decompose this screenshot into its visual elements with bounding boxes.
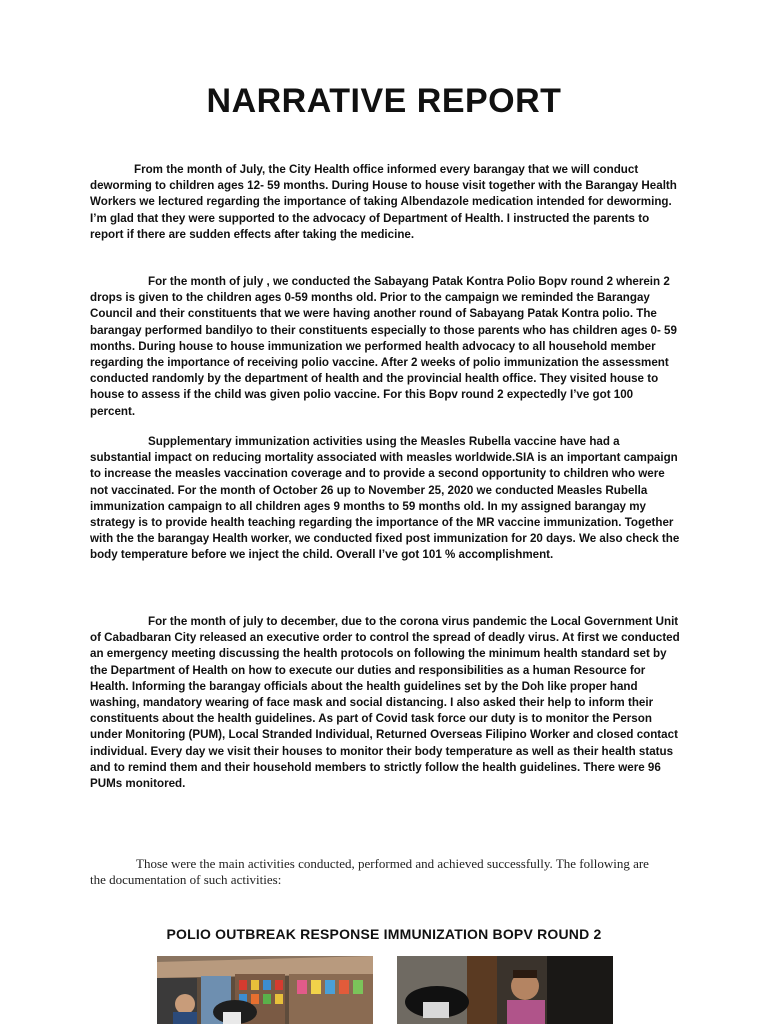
paragraph-measles-rubella — [90, 434, 680, 564]
photo-left-image — [157, 956, 373, 1024]
documentation-photo-left — [157, 956, 373, 1024]
paragraph-text: For the month of july , we conducted the Sabayang Patak Kontra Polio Bopv round 2 wherein 2 drops is given to the children ages 0-59 months old. Prior to the campaign we reminded the Barangay Council and their constituents that we were having another round of Sabayang Patak Kontra polio. The barangay performed bandilyo to their constituents especially to those parents who has children ages 0- 59 months. During house to house immunization we performed health advocacy to all household member regarding the importance of receiving polio vaccine. After 2 weeks of polio immunization the assessment conducted randomly by the department of health and the provincial health office. They visited house to house to assess if the child was given polio vaccine. For this Bopv round 2 expectedly I’ve got 100 percent. — [90, 275, 677, 418]
paragraph-text: Supplementary immunization activities using the Measles Rubella vaccine have had a substantial impact on reducing mortality associated with measles worldwide.SIA is an important campaign to increase the measles vaccination coverage and to provide a second opportunity to children who were not vaccinated. For the month of October 26 up to November 25, 2020 we conducted Measles Rubella immunization campaign to all children ages 9 months to 59 months old. In my assigned barangay my strategy is to provide health teaching regarding the importance of the MR vaccine immunization. Together with the the barangay Health worker, we conducted fixed post immunization for 20 days. We also check the body temperature before we inject the child. Overall I’ve got 101 % accomplishment. — [90, 435, 680, 562]
closing-text: Those were the main activities conducted, performed and achieved successfully. The following are the documentation of such activities: — [90, 856, 649, 887]
paragraph-polio — [90, 274, 680, 420]
section-heading: POLIO OUTBREAK RESPONSE IMMUNIZATION BOPV ROUND 2 — [166, 926, 602, 942]
closing-paragraph — [90, 856, 660, 888]
paragraph-deworming — [90, 162, 680, 243]
paragraph-covid — [90, 614, 680, 792]
paragraph-text: From the month of July, the City Health office informed every barangay that we will conduct deworming to children ages 12- 59 months. During House to house visit together with the Barangay Health Workers we lectured regarding the importance of taking Albendazole medication intended for deworming. I’m glad that they were supported to the advocacy of Department of Health. I instructed the parents to report if there are sudden effects after taking the medicine. — [90, 163, 677, 241]
document-title: NARRATIVE REPORT — [206, 82, 562, 120]
documentation-photo-right — [397, 956, 613, 1024]
photo-right-image — [397, 956, 613, 1024]
paragraph-text: For the month of july to december, due to the corona virus pandemic the Local Government Unit of Cabadbaran City released an executive order to control the spread of deadly virus. At first we conducted an emergency meeting discussing the health protocols on following the minimum health standard set by the Department of Health on how to execute our duties and responsibilities as a human Resource for Health. Informing the barangay officials about the health guidelines set by the Doh like proper hand washing, mandatory wearing of face mask and social distancing. I also asked their help to inform their constituents about the health guidelines. As part of Covid task force our duty is to monitor the Person under Monitoring (PUM), Local Stranded Individual, Returned Overseas Filipino Worker and closed contact individual. Every day we visit their houses to monitor their body temperature as well as their health status and to remind them and their household members to strictly follow the health guidelines. There were 96 PUMs monitored. — [90, 615, 680, 791]
